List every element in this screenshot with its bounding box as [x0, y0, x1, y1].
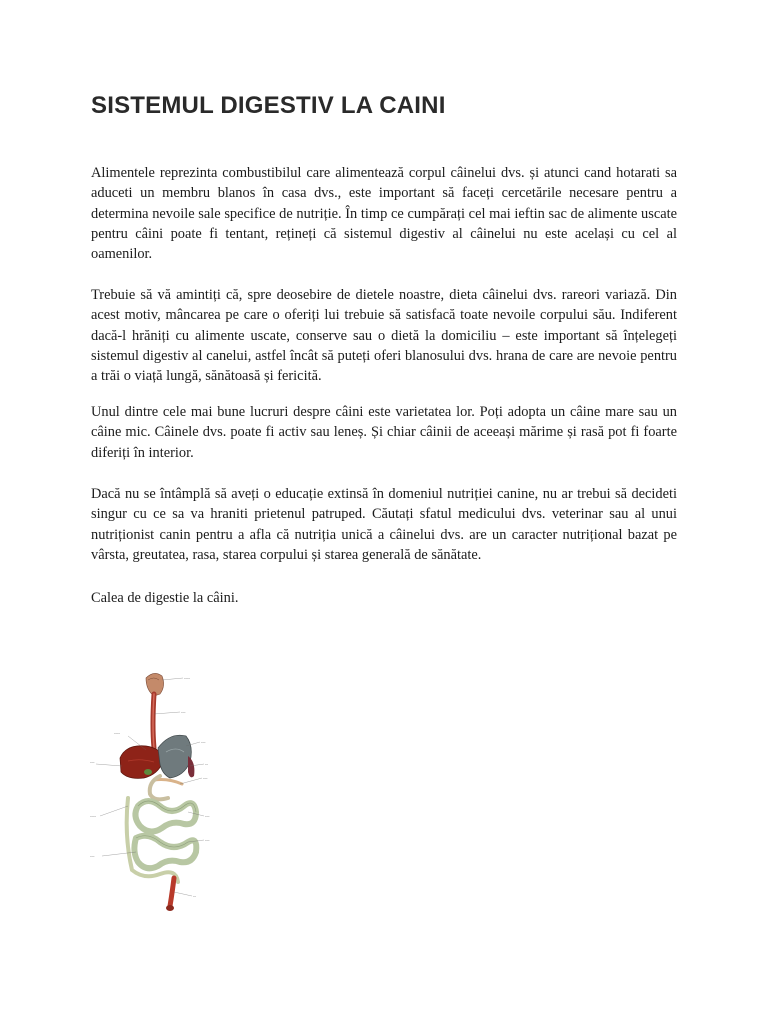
- svg-text:~~~: ~~~: [205, 815, 210, 818]
- svg-text:~~~~: ~~~~: [184, 677, 191, 680]
- svg-text:~~: ~~: [205, 763, 209, 766]
- svg-text:~~~: ~~~: [90, 855, 95, 858]
- page-title: SISTEMUL DIGESTIV LA CAINI: [91, 92, 446, 119]
- svg-text:~~: ~~: [193, 895, 197, 898]
- digestive-diagram-image: [88, 666, 218, 916]
- svg-text:~~~: ~~~: [90, 761, 95, 764]
- paragraph-diet: Trebuie să vă amintiți că, spre deosebire de dietele noastre, dieta câinelui dvs. rareori variază. Din acest motiv, mâncarea pe care o oferiți lui trebuie să satisfacă toate nevoile corpului său. Indiferent dacă-l hrăniți cu alimente uscate, conserve sau o dietă la domiciliu – este important să înțelegeți sistemul digestiv al canelui, astfel încât să puteți oferi blanosului dvs. hrana de care are nevoie pentru a trăi o viață lungă, sănătoasă și fericită.: [91, 287, 677, 385]
- digestive-system-illustration: [88, 666, 218, 916]
- paragraph-advice: Dacă nu se întâmplă să aveți o educație extinsă în domeniul nutriției canine, nu ar trebui să decideti singur cu ce sa va hraniti prietenul patruped. Căutați sfatul medicului dvs. veterinar sau al unui nutriționist canin pentru a afla că nutriția unică a câinelui dvs. are un caracter nutrițional bazat pe vârsta, greutatea, rasa, starea corpului și starea generală de sănătate.: [91, 486, 677, 563]
- svg-text:~~~~: ~~~~: [114, 732, 121, 735]
- paragraph-intro: Alimentele reprezinta combustibilul care alimentează corpul câinelui dvs. și atunci cand hotarati sa aduceti un membru blanos în casa dvs., este important să faceți cercetările necesare pentru a determina nevoile sale specifice de nutriție. În timp ce cumpărați cel mai ieftin sac de alimente uscate pentru câini poate fi tentant, rețineți că sistemul digestiv al câinelui nu este același cu cel al oamenilor.: [91, 165, 677, 263]
- paragraph-variety: Unul dintre cele mai bune lucruri despre câini este varietatea lor. Poți adopta un câine mare sau un câine mic. Câinele dvs. poate fi activ sau leneș. Și chiar câinii de aceeași mărime și rasă pot fi foarte diferiți în interior.: [91, 404, 677, 461]
- svg-text:~~~: ~~~: [203, 777, 208, 780]
- svg-text:~~~: ~~~: [181, 711, 186, 714]
- svg-text:~~~: ~~~: [201, 741, 206, 744]
- figure-caption: Calea de digestie la câini.: [91, 590, 239, 606]
- svg-text:~~~~: ~~~~: [90, 815, 97, 818]
- svg-text:~~~: ~~~: [205, 839, 210, 842]
